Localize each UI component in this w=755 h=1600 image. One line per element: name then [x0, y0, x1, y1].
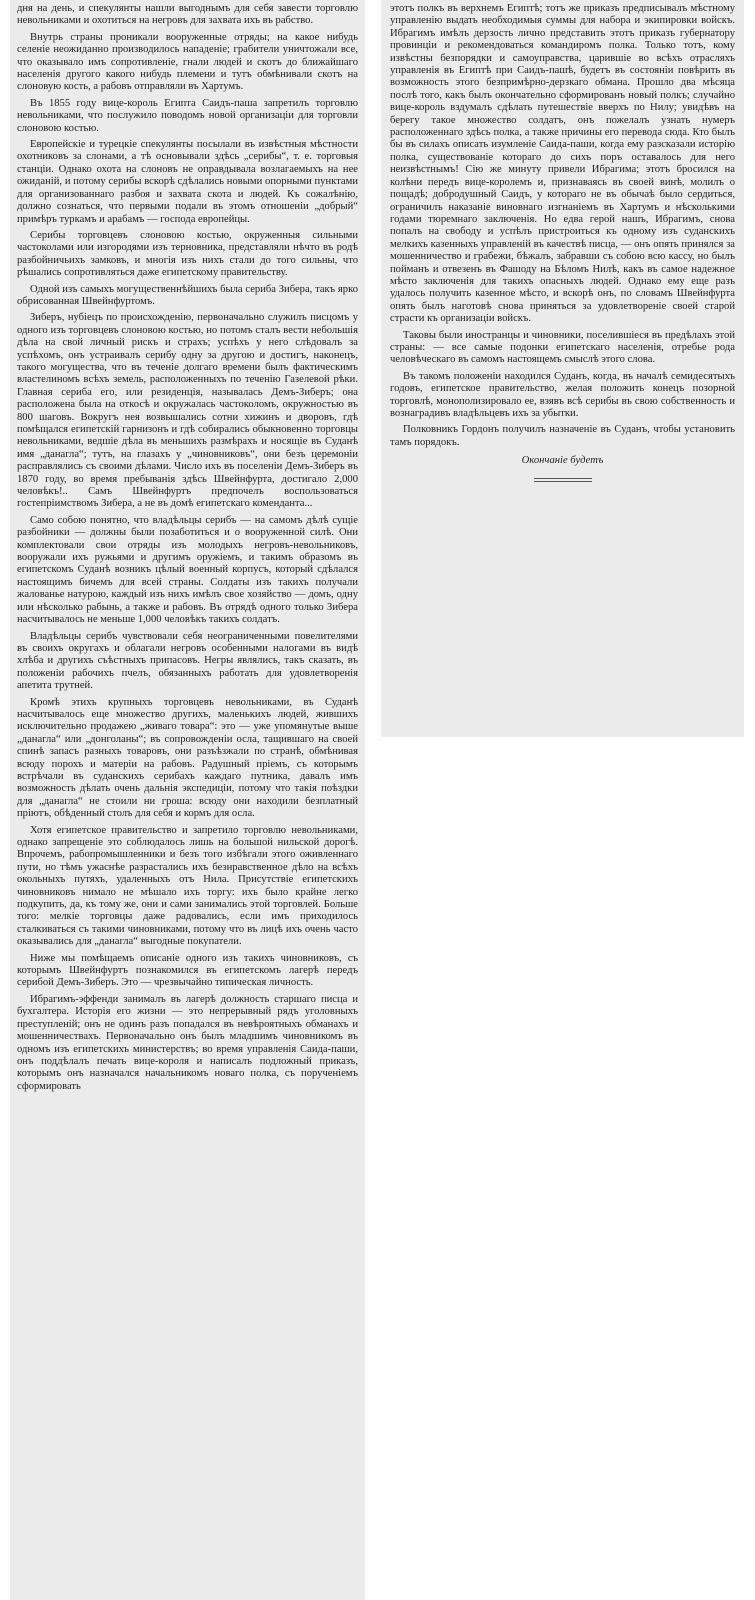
paragraph: Внутрь страны проникали вооруженные отряды; на какое нибудь селеніе неожиданно производилось нападеніе; грабители уничтожали все, что оказывало имъ сопротивленіе, гнали людей и скотъ до ближайшаго населенія другого какого нибудь племени и тутъ обмѣнивали скотъ на слоновую кость, а рабовъ отправляли въ Хартумъ. [17, 31, 358, 93]
paragraph: Ибрагимъ-эффенди занималъ въ лагерѣ должность старшаго писца и бухгалтера. Исторія его жизни — это непрерывный рядъ уголовныхъ преступленій; онъ не одинъ разъ попадался въ невѣроятныхъ обманахъ и мошенничествахъ. Первоначально онъ былъ младшимъ чиновникомъ въ одномъ изъ египетскихъ министерствъ; во время управленія Саида-паши, онъ поддѣлалъ печать вице-короля и написалъ подложный приказъ, которымъ онъ назначался начальникомъ новаго полка, съ порученіемъ сформировать [17, 993, 358, 1092]
paragraph: Ниже мы помѣщаемъ описаніе одного изъ такихъ чиновниковъ, съ которымъ Швейнфуртъ познакомился въ египетскомъ лагерѣ передъ серибой Демъ-Зиберъ. Это — чрезвычайно типическая личность. [17, 952, 358, 989]
paragraph: этотъ полкъ въ верхнемъ Египтѣ; тотъ же приказъ предписывалъ мѣстному управленію выдать необходимыя суммы для набора и экипировки войскъ. Ибрагимъ имѣлъ дерзость лично представить этотъ приказъ губернатору провинціи и рекомендоваться командиромъ полка. Только тотъ, кому извѣстны безпорядки и самоуправства, царившіе во всѣхъ отрасляхъ управленія въ Египтѣ при Саидъ-пашѣ, будетъ въ состояніи повѣрить въ возможность этого безпримѣрно-дерзкаго обмана. Прошло два мѣсяца послѣ того, какъ былъ окончательно сформированъ новый полкъ; случайно вице-король вздумалъ сдѣлать путешествіе вверхъ по Нилу; увидѣвъ на берегу такое множество солдатъ, онъ пожелалъ узнать нумеръ расположеннаго здѣсь полка, а также причины его перевода сюда. Кто былъ бы въ силахъ описать изумленіе Саида-паши, когда ему разсказали исторію полка, существованіе котораго до сихъ поръ оставалось для него неизвѣстнымъ! Сію же минуту привели Ибрагима; этотъ бросился на колѣни передъ вице-королемъ и, признаваясь въ своей винѣ, молилъ о пощадѣ; добродушный Саидъ, у котораго не въ обычаѣ было сердиться, ограничилъ наказаніе виновнаго изгнаніемъ въ Хартумъ и нѣсколькими годами тюремнаго заключенія. Но едва герой нашъ, Ибрагимъ, снова попалъ на свободу и успѣлъ пристроиться къ одному изъ суданскихъ мелкихъ казенныхъ управленій въ качествѣ писца, — онъ опять принялся за мошенничество и грабежи, бѣжалъ, забравши съ собою всю кассу, но былъ пойманъ и отвезенъ въ Фашоду на Бѣломъ Нилѣ, какъ въ самое надежное мѣсто заключенія для такихъ опасныхъ людей. Однако ему еще разъ удалось получить казенное мѣсто, и вскорѣ онъ, по словамъ Швейнфурта опять былъ наготовѣ снова приняться за удовлетвореніе своей старой страсти къ организаціи войскъ. [390, 3, 735, 325]
paragraph: Въ такомъ положеніи находился Суданъ, когда, въ началѣ семидесятыхъ годовъ, египетское правительство, желая положить конецъ позорной торговлѣ, монополизировало ее, взявъ всѣ серибы въ свою собственность и вознаградивъ владѣльцевъ ихъ за убытки. [390, 370, 735, 419]
paragraph: Таковы были иностранцы и чиновники, поселившіеся въ предѣлахъ этой страны: — все самые подонки египетскаго населенія, отребье рода человѣческаго въ самомъ настоящемъ смыслѣ этого слова. [390, 329, 735, 366]
paragraph: Серибы торговцевъ слоновою костью, окруженныя сильными частоколами или изгородями изъ терновника, представляли нѣчто въ родѣ разбойничьихъ замковъ, и многія изъ нихъ стали до того сильны, что рѣшались сопротивляться даже египетскому правительству. [17, 229, 358, 279]
paragraph: Само собою понятно, что владѣльцы серибъ — на самомъ дѣлѣ сущіе разбойники — должны были позаботиться и о вооруженной силѣ. Они комплектовали свои отряды изъ молодыхъ негровъ-невольниковъ, вооружали ихъ ружьями и другимъ оружіемъ, и такимъ образомъ въ египетскомъ Суданѣ возникъ цѣлый военный корпусъ, который сдѣлался настоящимъ бичемъ для всей страны. Солдаты изъ такихъ получали жалованье натурою, каждый изъ нихъ имѣлъ свое хозяйство — домъ, одну или нѣсколько рабынь, а также и рабовъ. Въ отрядѣ одного только Зибера насчитывалось не меньше 1,000 человѣкъ такихъ солдатъ. [17, 514, 358, 626]
paragraph: Въ 1855 году вице-король Египта Саидъ-паша запретилъ торговлю невольниками, что послужило поводомъ новой организаціи для торговли слоновою костью. [17, 97, 358, 134]
paragraph: Хотя египетское правительство и запретило торговлю невольниками, однако запрещеніе это соблюдалось лишь на большой нильской дорогѣ. Впрочемъ, рабопромышленники и безъ того избѣгали этого оживленнаго пути, но тѣмъ ужаснѣе разрастались ихъ безнравственное дѣло на всѣхъ окольныхъ путяхъ, удаленныхъ отъ Нила. Присутствіе египетскихъ чиновниковъ нимало не мѣшало ихъ торгу: ихъ было крайне легко подкупить, да, къ тому же, они и сами занимались этой торговлей. Больше того: мелкіе торговцы даже радовались, если имъ приходилось сталкиваться съ такими чиновниками, потому что въ лицѣ ихъ очень часто оказывались для „данагла“ выгодные покупатели. [17, 824, 358, 948]
right-text-column [381, 0, 744, 737]
to-be-continued-note: Окончаніе будетъ [521, 455, 604, 467]
paragraph: Полковникъ Гордонъ получилъ назначеніе въ Суданъ, чтобы установить тамъ порядокъ. [390, 424, 735, 448]
end-divider [534, 478, 592, 482]
paragraph: Европейскіе и турецкіе спекулянты посылали въ извѣстныя мѣстности охотниковъ за слонами, а тѣ основывали здѣсь „серибы“, т. е. торговыя станціи. Однако охота на слоновъ не оправдывала возлагаемыхъ на нее ожиданій, и потому серибы вскорѣ сдѣлались новыми опорными пунктами для организованнаго разбоя и захвата скота и людей. Къ сожалѣнію, должно сознаться, что первыми подали въ этомъ отношеніи „добрый“ примѣръ туркамъ и арабамъ — господа европейцы. [17, 139, 358, 225]
paragraph: Одной изъ самыхъ могущественнѣйшихъ была сериба Зибера, такъ ярко обрисованная Швейнфуртомъ. [17, 283, 358, 307]
paragraph: Владѣльцы серибъ чувствовали себя неограниченными повелителями въ своихъ округахъ и облагали негровъ особенными налогами въ видѣ хлѣба и другихъ съѣстныхъ припасовъ. Негры являлись, такъ сказать, въ положеніи рабочихъ пчелъ, обязанныхъ работать для удовлетворенія апетита трутней. [17, 630, 358, 692]
paragraph: дня на день, и спекулянты нашли выгоднымъ для себя завести торговлю невольниками и охотиться на негровъ для захвата ихъ въ рабство. [17, 3, 358, 27]
paragraph: Кромѣ этихъ крупныхъ торговцевъ невольниками, въ Суданѣ насчитывалось еще множество другихъ, маленькихъ людей, жившихъ исключительно продажею „живаго товара“: это — уже упомянутые выше „данагла“ или „донголаны“; въ сопровожденіи осла, тащившаго на своей спинѣ запасъ разныхъ товаровъ, они разъѣзжали по странѣ, обмѣнивая всюду порохъ и матеріи на рабовъ. Радушный пріемъ, съ которымъ встрѣчали въ суданскихъ серибахъ каждаго путника, давалъ имъ возможность дѣлать очень дальнія экспедиціи, потому что такія поѣздки для „данагла“ не стоили ни гроша: всюду они находили безплатный пріютъ, обѣденный столъ для себя и кормъ для осла. [17, 696, 358, 820]
left-text-column [10, 0, 365, 1600]
paragraph: Зиберъ, нубіецъ по происхожденію, первоначально служилъ писцомъ у одного изъ торговцевъ слоновою костью, но потомъ сталъ вести небольшія дѣла на свой личный рискъ и страхъ; успѣхъ у него слѣдовалъ за успѣхомъ, онъ устраивалъ серибу одну за другою и достигъ, наконецъ, такого могущества, что въ теченіе долгаго времени былъ фактическимъ властелиномъ всѣхъ земель, расположенныхъ по теченію Газелевой рѣки. Главная сериба его, или резиденція, называлась Демъ-Зиберъ; она расположена была на откосѣ и окружалась частоколомъ, окружностью въ 800 шаговъ. Вокругъ нея возвышались сотни хижинъ и дворовъ, гдѣ помѣщался египетскій гарнизонъ и гдѣ собирались обыкновенно торговцы невольниками, ведшіе дѣла въ меньшихъ размѣрахъ и носящіе въ Суданѣ имя „данагла“; тутъ, на глазахъ у „чиновниковъ“, они безъ церемоніи расправлялись съ своими дѣлами. Число ихъ въ поселеніи Демъ-Зиберъ въ 1870 году, во время пребыванія здѣсь Швейнфурта, достигало 2,000 человѣкъ!.. Самъ Швейнфуртъ предпочелъ воспользоваться гостепріимствомъ Зибера, а не въ домѣ египетскаго коменданта... [17, 312, 358, 510]
